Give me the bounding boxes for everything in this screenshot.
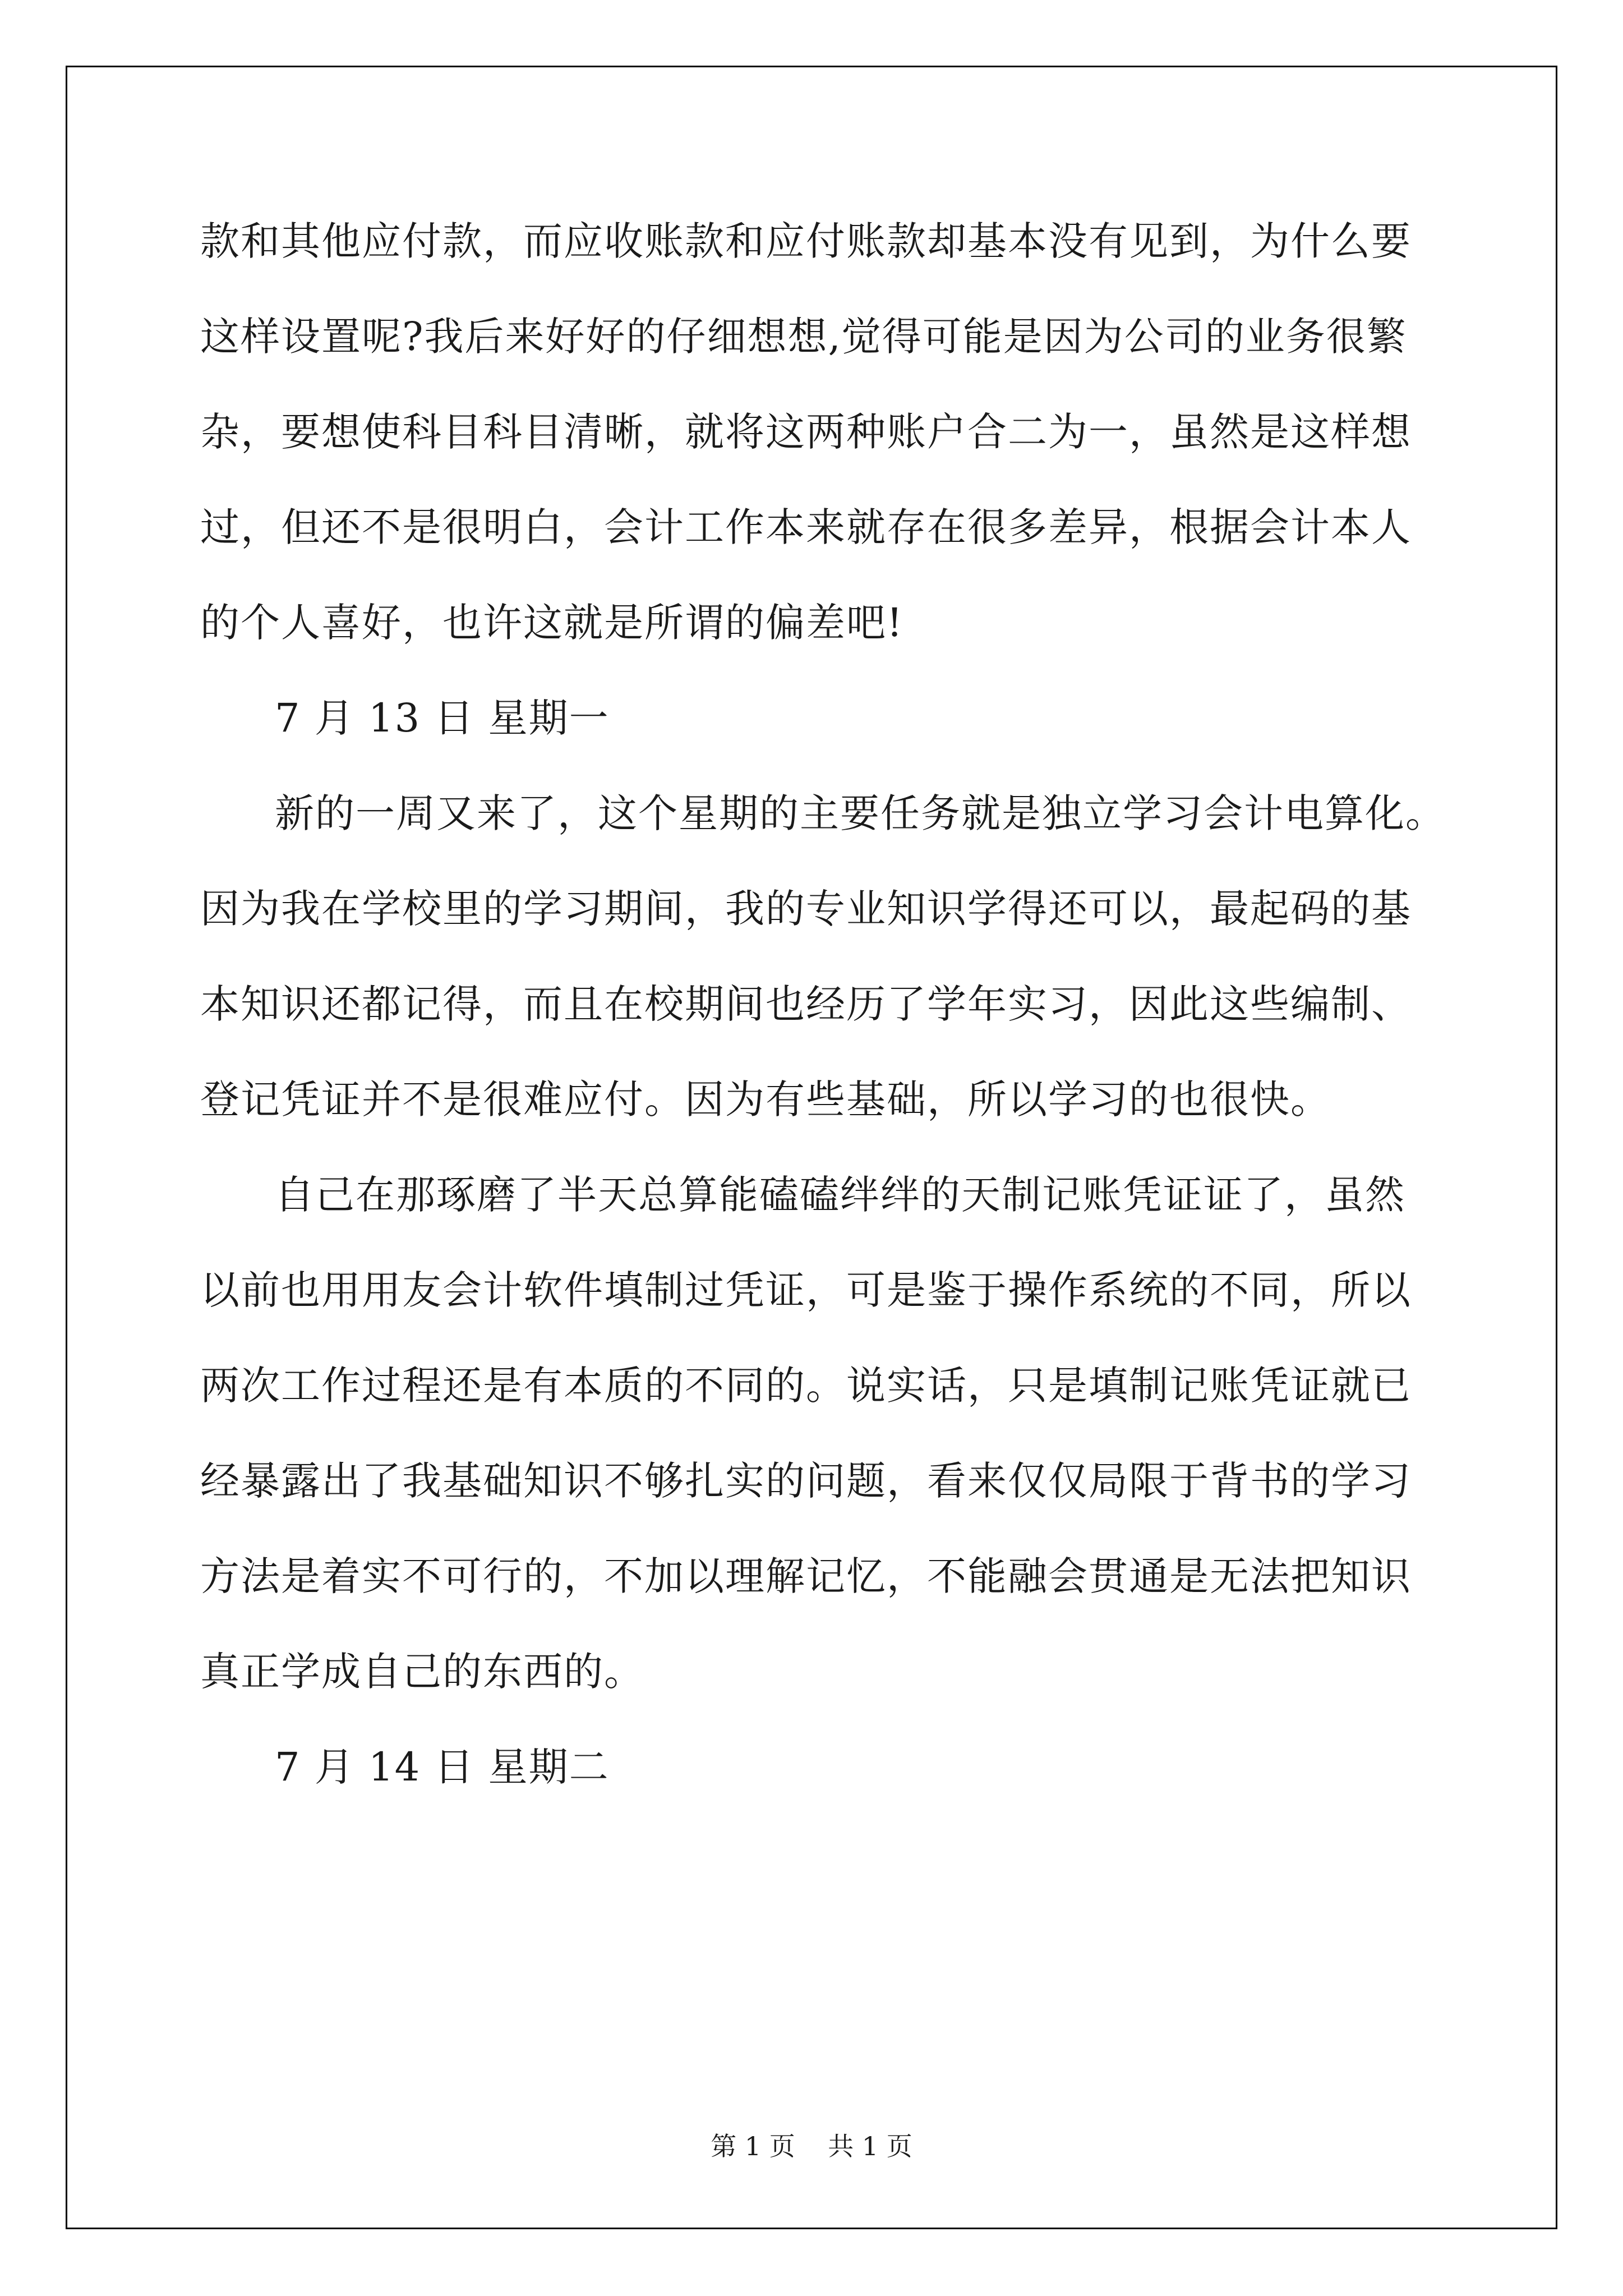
paragraph-line: 过，但还不是很明白，会计工作本来就存在很多差异，根据会计本人 [200, 504, 1412, 550]
paragraph-line: 经暴露出了我基础知识不够扎实的问题，看来仅仅局限于背书的学习 [200, 1458, 1412, 1504]
date-heading: 7 月 13 日 星期一 [275, 695, 610, 741]
paragraph-line: 本知识还都记得，而且在校期间也经历了学年实习，因此这些编制、 [200, 981, 1412, 1027]
paragraph-line: 新的一周又来了，这个星期的主要任务就是独立学习会计电算化。 [275, 790, 1446, 836]
paragraph-line: 自己在那琢磨了半天总算能磕磕绊绊的天制记账凭证证了，虽然 [275, 1172, 1405, 1218]
paragraph-line: 真正学成自己的东西的。 [200, 1649, 644, 1695]
paragraph-line: 杂，要想使科目科目清晰，就将这两种账户合二为一，虽然是这样想 [200, 409, 1412, 455]
paragraph-line: 款和其他应付款，而应收账款和应付账款却基本没有见到，为什么要 [200, 218, 1412, 264]
paragraph-line: 登记凭证并不是很难应付。因为有些基础，所以学习的也很快。 [200, 1076, 1331, 1122]
page-number-footer: 第 1 页 共 1 页 [711, 2131, 912, 2161]
paragraph-line: 以前也用用友会计软件填制过凭证，可是鉴于操作系统的不同，所以 [200, 1267, 1412, 1313]
page-border [66, 66, 1557, 2229]
date-heading: 7 月 14 日 星期二 [275, 1744, 610, 1790]
paragraph-line: 的个人喜好，也许这就是所谓的偏差吧! [200, 600, 904, 646]
paragraph-line: 这样设置呢?我后来好好的仔细想想,觉得可能是因为公司的业务很繁 [200, 314, 1407, 360]
paragraph-line: 因为我在学校里的学习期间，我的专业知识学得还可以，最起码的基 [200, 886, 1412, 932]
paragraph-line: 两次工作过程还是有本质的不同的。说实话，只是填制记账凭证就已 [200, 1363, 1412, 1409]
paragraph-line: 方法是着实不可行的，不加以理解记忆，不能融会贯通是无法把知识 [200, 1553, 1412, 1599]
